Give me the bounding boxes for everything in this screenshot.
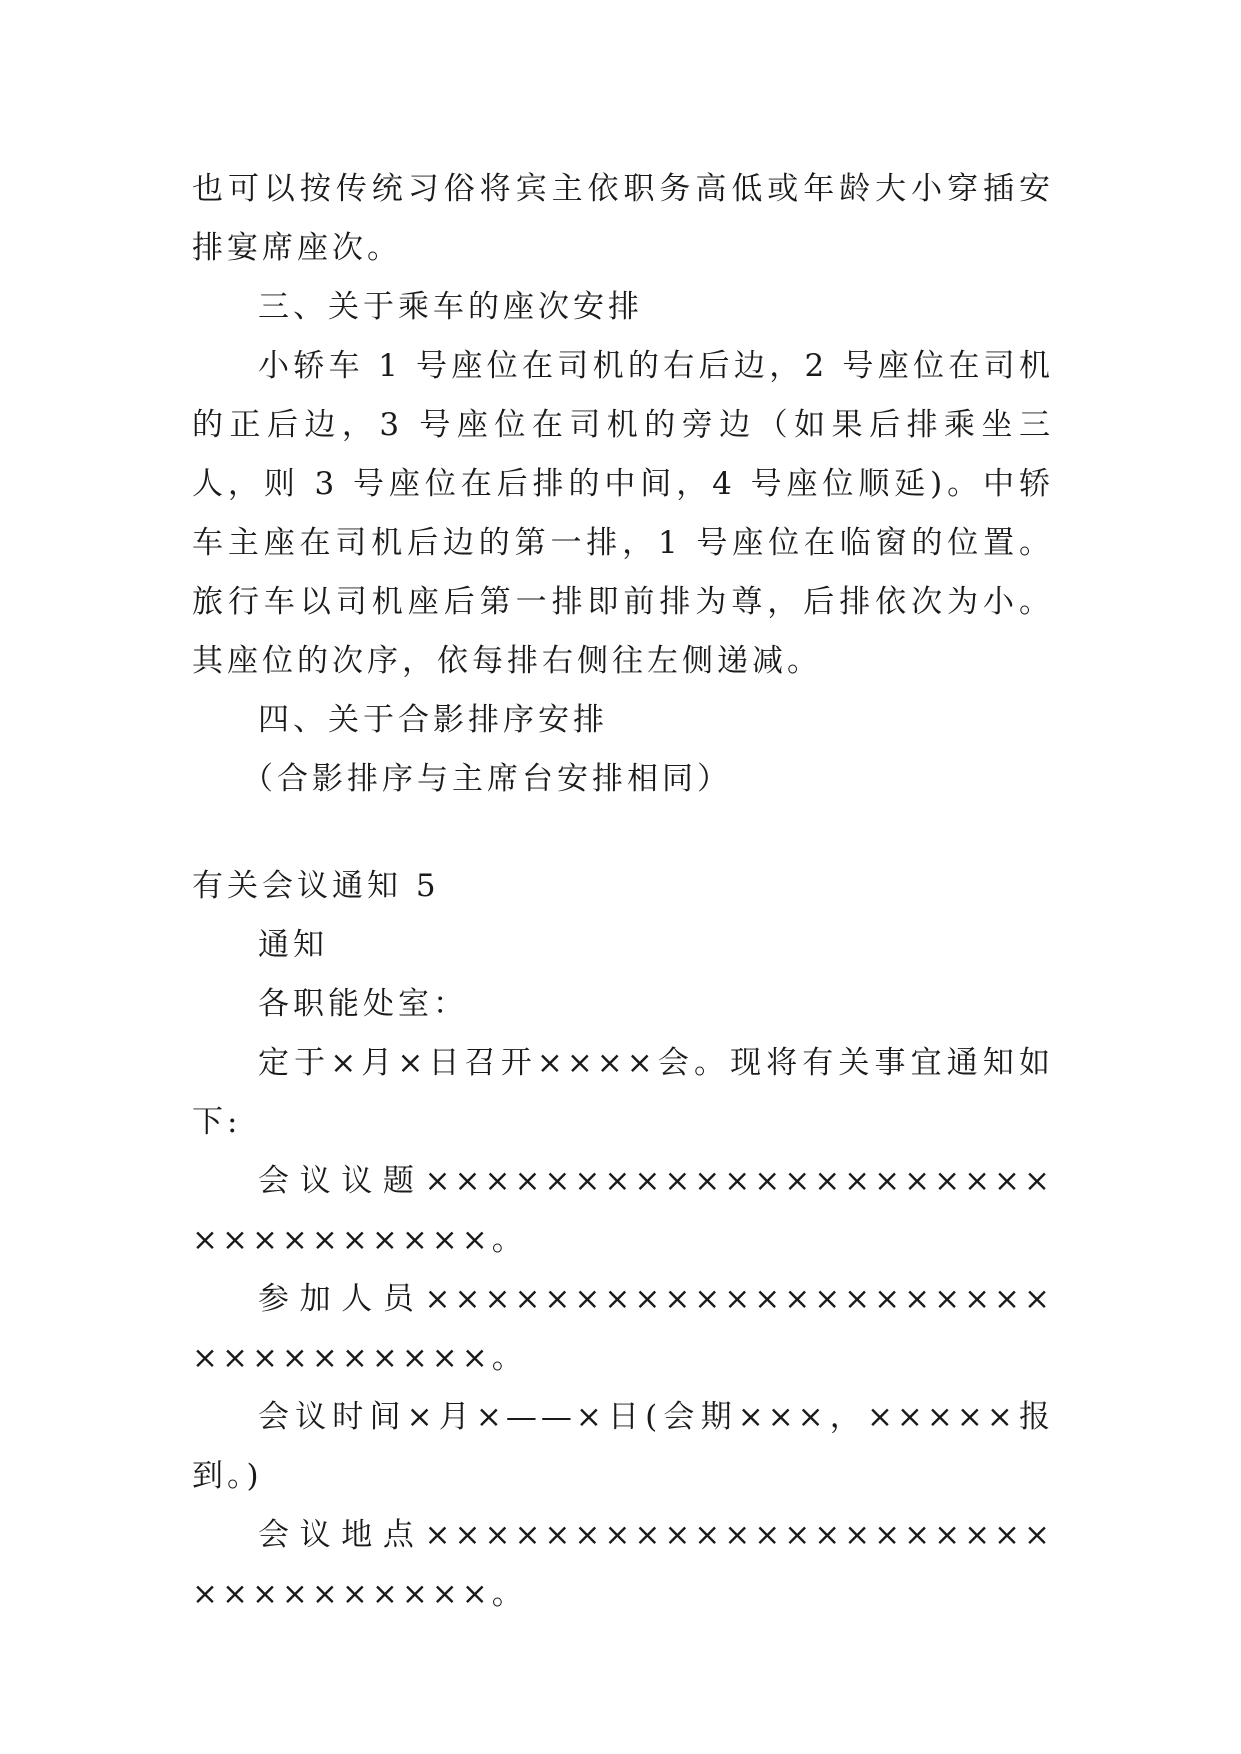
section-title-notice-5: 有关会议通知 5 [192, 868, 440, 904]
heading-photo-order: 四、关于合影排序安排 [258, 702, 608, 738]
notice-title: 通知 [258, 927, 328, 963]
paragraph-photo-order: （合影排序与主席台安排相同） [242, 761, 732, 797]
paragraph-car-seating: 小轿车 1 号座位在司机的右后边，2 号座位在司机的正后边，3 号座位在司机的旁边（如果后排乘坐三人，则 3 号座位在后排的中间，4 号座位顺延)。中轿车主座在司机后边的第一排，1 号座位在临窗的位置。旅行车以司机座后第一排即前排为尊，后排依次为小。其座位的次序，依每排右侧往左侧递减。 [192, 348, 1054, 679]
document-body [192, 160, 1054, 1624]
notice-attendees: 参加人员×××××××××××××××××××××××××××××××。 [192, 1281, 1054, 1376]
section-gap [192, 809, 1054, 857]
notice-recipients: 各职能处室： [258, 986, 468, 1022]
notice-intro: 定于×月×日召开××××会。现将有关事宜通知如下: [192, 1045, 1054, 1140]
notice-topic: 会议议题×××××××××××××××××××××××××××××××。 [192, 1163, 1054, 1258]
paragraph-seating-continuation: 也可以按传统习俗将宾主依职务高低或年龄大小穿插安排宴席座次。 [192, 171, 1054, 266]
heading-car-seating: 三、关于乘车的座次安排 [258, 289, 643, 325]
notice-time: 会议时间×月×——×日(会期×××，×××××报到。) [192, 1399, 1054, 1494]
notice-location: 会议地点×××××××××××××××××××××××××××××××。 [192, 1517, 1054, 1612]
